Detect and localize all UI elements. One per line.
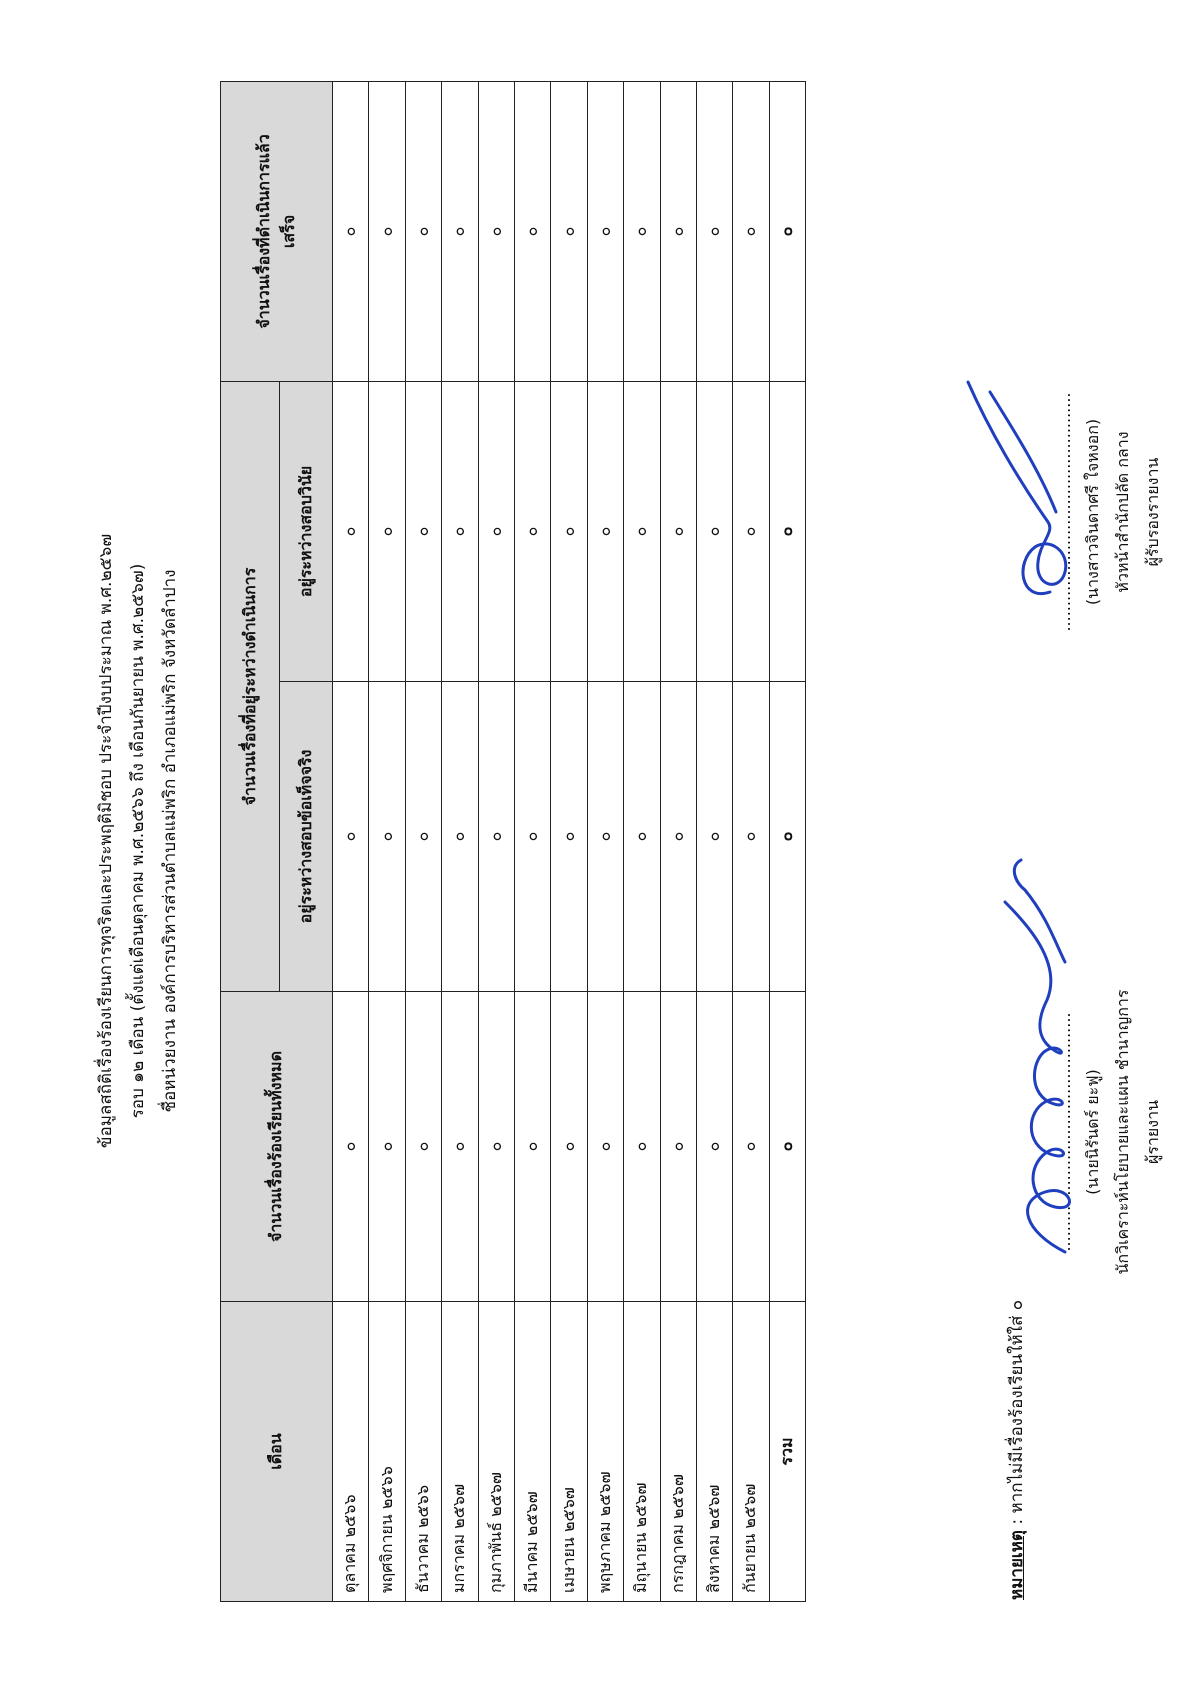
agency-name: ชื่อหน่วยงาน องค์การบริหารส่วนตำบลแม่พริก อำเภอแม่พริก จังหวัดลำปาง xyxy=(160,569,180,1113)
month-cell: ตุลาคม ๒๕๖๖ xyxy=(333,1302,369,1602)
certifier-signature-line: ............................................... xyxy=(1055,392,1074,632)
complaint-statistics-table xyxy=(220,81,806,1602)
disciplinary-cell: ๐ xyxy=(369,381,405,681)
fact-finding-cell: ๐ xyxy=(478,682,514,992)
header-total-complaints: จำนวนเรื่องร้องเรียนทั้งหมด xyxy=(221,992,333,1302)
reporter-role: ผู้รายงาน xyxy=(1143,1099,1162,1165)
fact-finding-cell: ๐ xyxy=(551,682,587,992)
header-completed-line2: เสร็จ xyxy=(278,214,298,249)
completed-cell: ๐ xyxy=(333,81,369,381)
disciplinary-cell: ๐ xyxy=(333,381,369,681)
month-cell: เมษายน ๒๕๖๗ xyxy=(551,1302,587,1602)
total-label-cell: รวม xyxy=(769,1302,805,1602)
fact-finding-cell: ๐ xyxy=(624,682,660,992)
disciplinary-cell: ๐ xyxy=(478,381,514,681)
completed-cell: ๐ xyxy=(696,81,732,381)
header-fact-finding: อยู่ระหว่างสอบข้อเท็จจริง xyxy=(280,682,333,992)
total-cell: ๐ xyxy=(551,992,587,1302)
report-title: ข้อมูลสถิติเรื่องร้องเรียนการทุจริตและประพฤติมิชอบ ประจำปีงบประมาณ พ.ศ.๒๕๖๗ xyxy=(96,533,116,1149)
table-row xyxy=(587,81,623,1601)
header-in-progress: จำนวนเรื่องที่อยู่ระหว่างดำเนินการ xyxy=(221,381,280,991)
completed-cell: ๐ xyxy=(624,81,660,381)
total-row xyxy=(769,81,805,1601)
month-cell: มีนาคม ๒๕๖๗ xyxy=(514,1302,550,1602)
footnote-label: หมายเหตุ xyxy=(1007,1530,1027,1600)
month-cell: สิงหาคม ๒๕๖๗ xyxy=(696,1302,732,1602)
disciplinary-cell: ๐ xyxy=(587,381,623,681)
month-cell: ธันวาคม ๒๕๖๖ xyxy=(405,1302,441,1602)
total-cell: ๐ xyxy=(478,992,514,1302)
month-cell: กันยายน ๒๕๖๗ xyxy=(733,1302,769,1602)
month-cell: มิถุนายน ๒๕๖๗ xyxy=(624,1302,660,1602)
table-row xyxy=(442,81,478,1601)
table-row xyxy=(624,81,660,1601)
fact-finding-cell: ๐ xyxy=(405,682,441,992)
reporter-handwritten-signature xyxy=(985,842,1095,1262)
table-row xyxy=(660,81,696,1601)
month-cell: พฤศจิกายน ๒๕๖๖ xyxy=(369,1302,405,1602)
disciplinary-cell: ๐ xyxy=(733,381,769,681)
completed-cell: ๐ xyxy=(587,81,623,381)
fact-finding-cell: ๐ xyxy=(514,682,550,992)
completed-cell: ๐ xyxy=(551,81,587,381)
fact-finding-sum-cell: ๐ xyxy=(769,682,805,992)
completed-cell: ๐ xyxy=(405,81,441,381)
total-cell: ๐ xyxy=(696,992,732,1302)
fact-finding-cell: ๐ xyxy=(733,682,769,992)
reporter-position: นักวิเคราะห์นโยบายและแผน ชำนาญการ xyxy=(1113,989,1132,1275)
header-completed xyxy=(221,81,333,381)
table-row xyxy=(696,81,732,1601)
table-row xyxy=(405,81,441,1601)
fact-finding-cell: ๐ xyxy=(333,682,369,992)
disciplinary-cell: ๐ xyxy=(660,381,696,681)
fact-finding-cell: ๐ xyxy=(660,682,696,992)
completed-cell: ๐ xyxy=(660,81,696,381)
table-body xyxy=(333,81,806,1601)
total-cell: ๐ xyxy=(442,992,478,1302)
table-row xyxy=(551,81,587,1601)
disciplinary-cell: ๐ xyxy=(514,381,550,681)
report-period: รอบ ๑๒ เดือน (ตั้งแต่เดือนตุลาคม พ.ศ.๒๕๖๖ ถึง เดือนกันยายน พ.ศ.๒๕๖๗) xyxy=(128,563,148,1119)
total-cell: ๐ xyxy=(624,992,660,1302)
header-disciplinary: อยู่ระหว่างสอบวินัย xyxy=(280,381,333,681)
total-cell: ๐ xyxy=(333,992,369,1302)
total-cell: ๐ xyxy=(369,992,405,1302)
total-cell: ๐ xyxy=(587,992,623,1302)
fact-finding-cell: ๐ xyxy=(442,682,478,992)
completed-cell: ๐ xyxy=(369,81,405,381)
footnote-text: : หากไม่มีเรื่องร้องเรียนให้ใส่ ๐ xyxy=(1007,1299,1027,1531)
disciplinary-cell: ๐ xyxy=(442,381,478,681)
month-cell: กุมภาพันธ์ ๒๕๖๗ xyxy=(478,1302,514,1602)
disciplinary-cell: ๐ xyxy=(405,381,441,681)
table-row xyxy=(369,81,405,1601)
fact-finding-cell: ๐ xyxy=(696,682,732,992)
fact-finding-cell: ๐ xyxy=(587,682,623,992)
table-row xyxy=(478,81,514,1601)
certifier-handwritten-signature xyxy=(960,372,1100,632)
completed-cell: ๐ xyxy=(478,81,514,381)
month-cell: มกราคม ๒๕๖๗ xyxy=(442,1302,478,1602)
certifier-position: หัวหน้าสำนักปลัด กลาง xyxy=(1113,431,1132,593)
reporter-name: (นายนิรันดร์ ยะฟู) xyxy=(1083,1069,1102,1195)
disciplinary-sum-cell: ๐ xyxy=(769,381,805,681)
header-month: เดือน xyxy=(221,1302,333,1602)
footnote xyxy=(1003,1300,1030,1600)
table-row xyxy=(733,81,769,1601)
total-cell: ๐ xyxy=(514,992,550,1302)
completed-sum-cell: ๐ xyxy=(769,81,805,381)
certifier-name: (นางสาวจินดาศรี ใจหงอก) xyxy=(1083,418,1102,606)
total-cell: ๐ xyxy=(660,992,696,1302)
table-row xyxy=(333,81,369,1601)
completed-cell: ๐ xyxy=(442,81,478,381)
disciplinary-cell: ๐ xyxy=(696,381,732,681)
header-completed-line1: จำนวนเรื่องที่ดำเนินการแล้ว xyxy=(253,134,273,329)
disciplinary-cell: ๐ xyxy=(624,381,660,681)
fact-finding-cell: ๐ xyxy=(369,682,405,992)
reporter-signature-line: ............................................... xyxy=(1055,1012,1074,1252)
month-cell: พฤษภาคม ๒๕๖๗ xyxy=(587,1302,623,1602)
total-cell: ๐ xyxy=(733,992,769,1302)
completed-cell: ๐ xyxy=(733,81,769,381)
total-sum-cell: ๐ xyxy=(769,992,805,1302)
total-cell: ๐ xyxy=(405,992,441,1302)
table-row xyxy=(514,81,550,1601)
month-cell: กรกฎาคม ๒๕๖๗ xyxy=(660,1302,696,1602)
certifier-role: ผู้รับรองรายงาน xyxy=(1143,457,1162,567)
completed-cell: ๐ xyxy=(514,81,550,381)
disciplinary-cell: ๐ xyxy=(551,381,587,681)
